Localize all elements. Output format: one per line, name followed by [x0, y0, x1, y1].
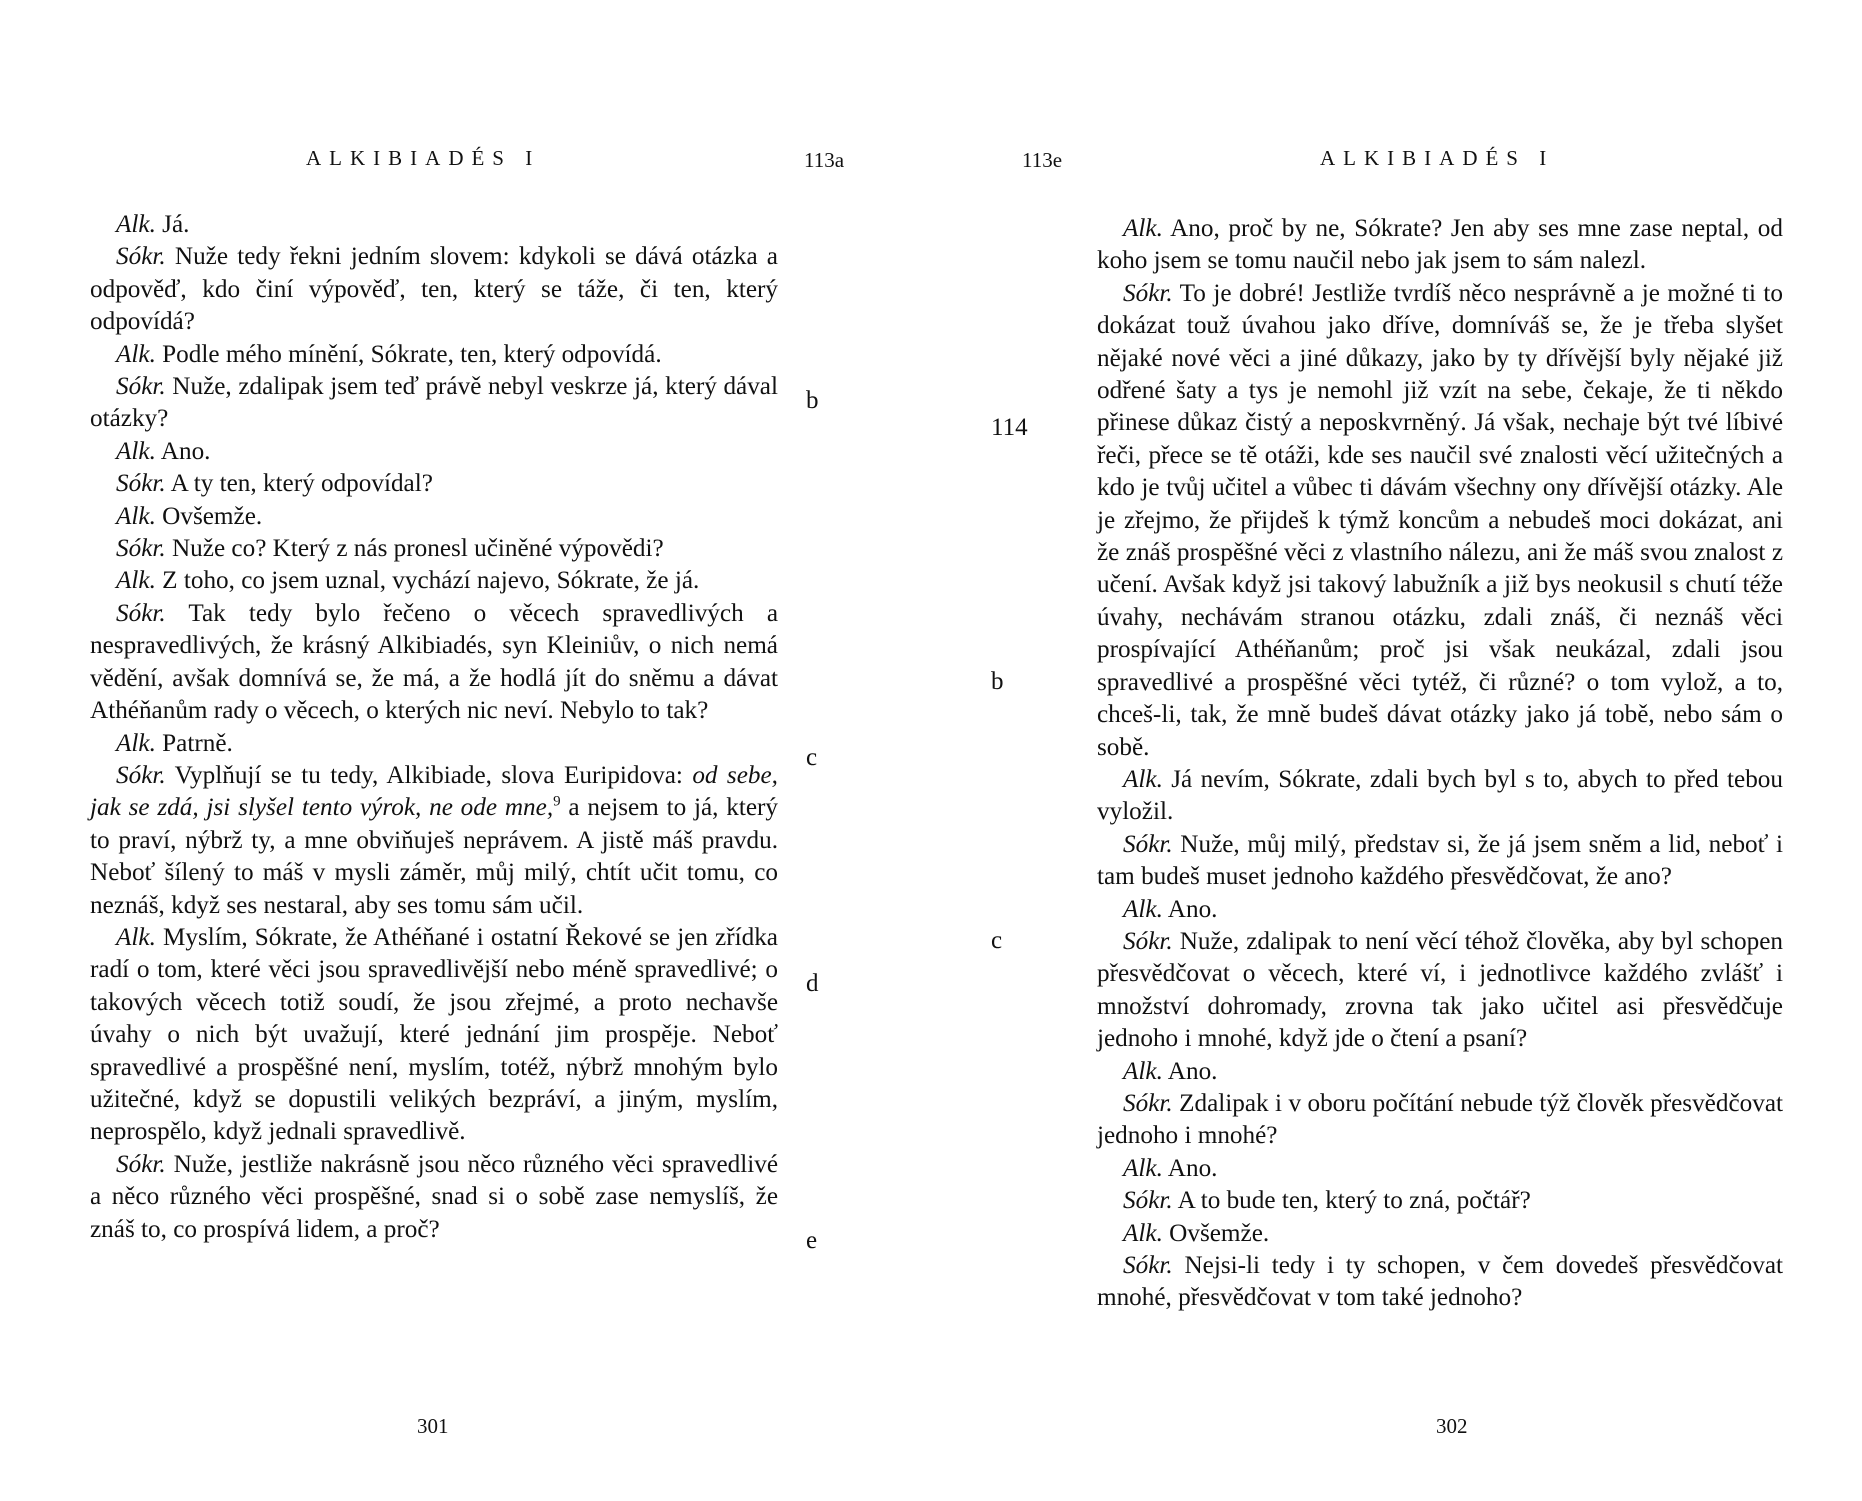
- margin-marker: c: [991, 927, 1003, 954]
- speaker: Alk.: [1123, 895, 1163, 923]
- speaker: Alk.: [116, 923, 156, 951]
- speaker: Alk.: [116, 567, 156, 595]
- paragraph: [1097, 1218, 1783, 1250]
- paragraph: [1097, 764, 1783, 829]
- paragraph: [90, 468, 778, 500]
- paragraph: [1097, 894, 1783, 926]
- utterance: A ty ten, který odpovídal?: [165, 470, 433, 498]
- speaker: Sókr.: [1123, 1252, 1173, 1279]
- utterance: Ano.: [155, 437, 211, 465]
- speaker: Sókr.: [1123, 1089, 1173, 1117]
- running-head: ALKIBIADÉS I: [1320, 146, 1555, 170]
- utterance: Já.: [155, 211, 190, 238]
- utterance: Podle mého mínění, Sókrate, ten, který odpovídá.: [155, 340, 662, 368]
- stephanus-number: 113a: [804, 148, 845, 172]
- speaker: Alk.: [1123, 1057, 1163, 1085]
- speaker: Sókr.: [116, 243, 166, 271]
- utterance: Ano.: [1162, 895, 1218, 923]
- speaker: Alk.: [1123, 765, 1163, 793]
- utterance: Nuže, zdalipak to není věcí téhož člověka, aby byl schopen přesvědčovat o věcech, které ví, i jednotlivce každého zvlášť i množství dohromady, zrovna tak jako učitel asi přesvědčuje jednoho i mnohé, když jde o čtení a psaní?: [1097, 927, 1783, 1053]
- speaker: Sókr.: [1123, 1187, 1173, 1215]
- stephanus-number: 113e: [1022, 148, 1063, 172]
- speaker: Sókr.: [116, 1150, 166, 1178]
- margin-marker: b: [991, 668, 1004, 695]
- paragraph: [90, 728, 778, 760]
- left-text-block: [90, 209, 778, 1246]
- margin-marker: b: [806, 387, 819, 414]
- utterance: Vyplňují se tu tedy, Alkibiade, slova Euripidova:: [165, 761, 693, 789]
- paragraph: [1097, 926, 1783, 1056]
- speaker: Sókr.: [116, 373, 166, 401]
- paragraph: [90, 1149, 778, 1246]
- speaker: Sókr.: [1123, 830, 1173, 858]
- utterance: Patrně.: [155, 729, 233, 757]
- speaker: Alk.: [116, 437, 156, 465]
- margin-marker: e: [806, 1227, 818, 1254]
- utterance: A to bude ten, který to zná, počtář?: [1172, 1187, 1531, 1215]
- speaker: Sókr.: [116, 599, 166, 627]
- paragraph: [90, 533, 778, 565]
- footnote-ref: 9: [553, 793, 561, 810]
- paragraph: [90, 339, 778, 371]
- paragraph: [1097, 1153, 1783, 1185]
- paragraph: [1097, 1250, 1783, 1315]
- utterance: Myslím, Sókrate, že Athéňané i ostatní Řekové se jen zřídka radí o tom, které věci jsou spravedlivější nebo méně spravedlivé; o takových věcech totiž soudí, že jsou zřejmé, a proto nechavše úvahy o nich být uvažují, které jednání jim prospěje. Neboť spravedlivé a prospěšné není, myslím, totéž, nýbrž mnohým bylo užitečné, když se dopustili velikých bezpráví, a jiným, myslím, neprospělo, když jednali spravedlivě.: [90, 923, 778, 1146]
- speaker: Alk.: [116, 502, 156, 530]
- utterance: Nuže, můj milý, představ si, že já jsem sněm a lid, neboť i tam budeš muset jednoho každého přesvědčovat, že ano?: [1097, 830, 1783, 891]
- speaker: Alk.: [1123, 215, 1163, 242]
- paragraph: [90, 241, 778, 338]
- speaker: Alk.: [1123, 1154, 1163, 1182]
- utterance: Nuže co? Který z nás pronesl učiněné výpovědi?: [165, 535, 664, 563]
- speaker: Alk.: [1123, 1219, 1163, 1247]
- margin-marker: d: [806, 970, 819, 997]
- margin-marker: 114: [991, 414, 1028, 441]
- paragraph: [1097, 213, 1783, 278]
- utterance: Ovšemže.: [1162, 1219, 1270, 1247]
- utterance: Ano.: [1162, 1057, 1218, 1085]
- utterance: Nuže, jestliže nakrásně jsou něco různého věci spravedlivé a něco různého věci prospěšné, snad si o sobě zase nemyslíš, že znáš to, co prospívá lidem, a proč?: [90, 1150, 778, 1243]
- paragraph: [90, 209, 778, 241]
- speaker: Alk.: [116, 340, 156, 368]
- right-text-block: [1097, 213, 1783, 1315]
- utterance: Nuže, zdalipak jsem teď právě nebyl veskrze já, který dával otázky?: [90, 373, 778, 433]
- speaker: Alk.: [116, 211, 156, 238]
- paragraph: [90, 371, 778, 436]
- right-page: [931, 0, 1862, 1501]
- speaker: Sókr.: [116, 470, 166, 498]
- paragraph: [90, 922, 778, 1149]
- utterance: Nejsi-li tedy i ty schopen, v čem dovedeš přesvědčovat mnohé, přesvědčovat v tom také jednoho?: [1097, 1252, 1783, 1312]
- page-number: 302: [1436, 1414, 1468, 1438]
- paragraph: [90, 436, 778, 468]
- utterance: Ovšemže.: [155, 502, 263, 530]
- utterance: Ano, proč by ne, Sókrate? Jen aby ses mne zase neptal, od koho jsem se tomu naučil nebo jak jsem to sám nalezl.: [1097, 215, 1783, 275]
- utterance: Ano.: [1162, 1154, 1218, 1182]
- utterance-continued: a nejsem to já, který to praví, nýbrž ty, a mne obviňuješ neprávem. A jistě máš pravdu. Neboť šílený to máš v mysli záměr, můj milý, chtít učit tomu, co neznáš, když ses nestaral, aby ses tomu sám učil.: [90, 794, 779, 919]
- utterance: Já nevím, Sókrate, zdali bych byl s to, abych to před tebou vyložil.: [1097, 765, 1783, 826]
- speaker: Alk.: [116, 729, 156, 757]
- paragraph: [90, 760, 778, 922]
- speaker: Sókr.: [116, 535, 166, 563]
- margin-marker: c: [806, 744, 818, 771]
- quotation: od sebe, jak se zdá, jsi slyšel tento výrok, ne ode mne,: [90, 761, 778, 822]
- running-head: ALKIBIADÉS I: [306, 146, 541, 170]
- page-number: 301: [417, 1414, 449, 1438]
- paragraph: [90, 598, 778, 728]
- paragraph: [1097, 1056, 1783, 1088]
- speaker: Sókr.: [1123, 927, 1173, 955]
- paragraph: [1097, 278, 1783, 764]
- paragraph: [1097, 1185, 1783, 1217]
- utterance: Tak tedy bylo řečeno o věcech spravedlivých a nespravedlivých, že krásný Alkibiadés, syn Kleiniův, o nich nemá vědění, avšak domnívá se, že má, a že hodlá jít do sněmu a dávat Athéňanům rady o věcech, o kterých nic neví. Nebylo to tak?: [90, 599, 778, 725]
- paragraph: [90, 565, 778, 597]
- speaker: Sókr.: [1123, 279, 1173, 307]
- paragraph: [1097, 829, 1783, 894]
- utterance: Zdalipak i v oboru počítání nebude týž člověk přesvědčovat jednoho i mnohé?: [1097, 1089, 1783, 1150]
- paragraph: [1097, 1088, 1783, 1153]
- utterance: Z toho, co jsem uznal, vychází najevo, Sókrate, že já.: [155, 567, 700, 595]
- paragraph: [90, 501, 778, 533]
- utterance: Nuže tedy řekni jedním slovem: kdykoli se dává otázka a odpověď, kdo činí výpověď, ten, který se táže, či ten, který odpovídá?: [90, 243, 778, 336]
- speaker: Sókr.: [116, 761, 166, 789]
- utterance: To je dobré! Jestliže tvrdíš něco nesprávně a je možné ti to dokázat touž úvahou jako dříve, domníváš se, že je třeba slyšet nějaké nové věci a jiné důkazy, jako by ty dřívější byly nějaké již odřené šaty a tys je nemohl již vzít na sebe, čekaje, že ti někdo přinese důkaz čistý a neposkvrněný. Já však, nechaje být tvé líbivé řeči, přece se tě otáži, kde ses naučil své znalosti věcí užitečných a kdo je tvůj učitel a vůbec ti dávám všechny ony dřívější otázky. Ale je zřejmo, že přijdeš k týmž koncům a nebudeš moci dokázat, ani že znáš prospěšné věci z vlastního nálezu, ani že máš svou znalost z učení. Avšak když jsi takový labužník a již bys neokusil s chutí téže úvahy, nechávám stranou otázku, zdali znáš, či neznáš věci prospívající Athéňanům; proč jsi však neukázal, zdali jsou spravedlivé a prospěšné věci tytéž, či různé? o tom vylož, a to, chceš-li, tak, že mně budeš dávat otázky jako já tobě, nebo sám o sobě.: [1097, 279, 1783, 761]
